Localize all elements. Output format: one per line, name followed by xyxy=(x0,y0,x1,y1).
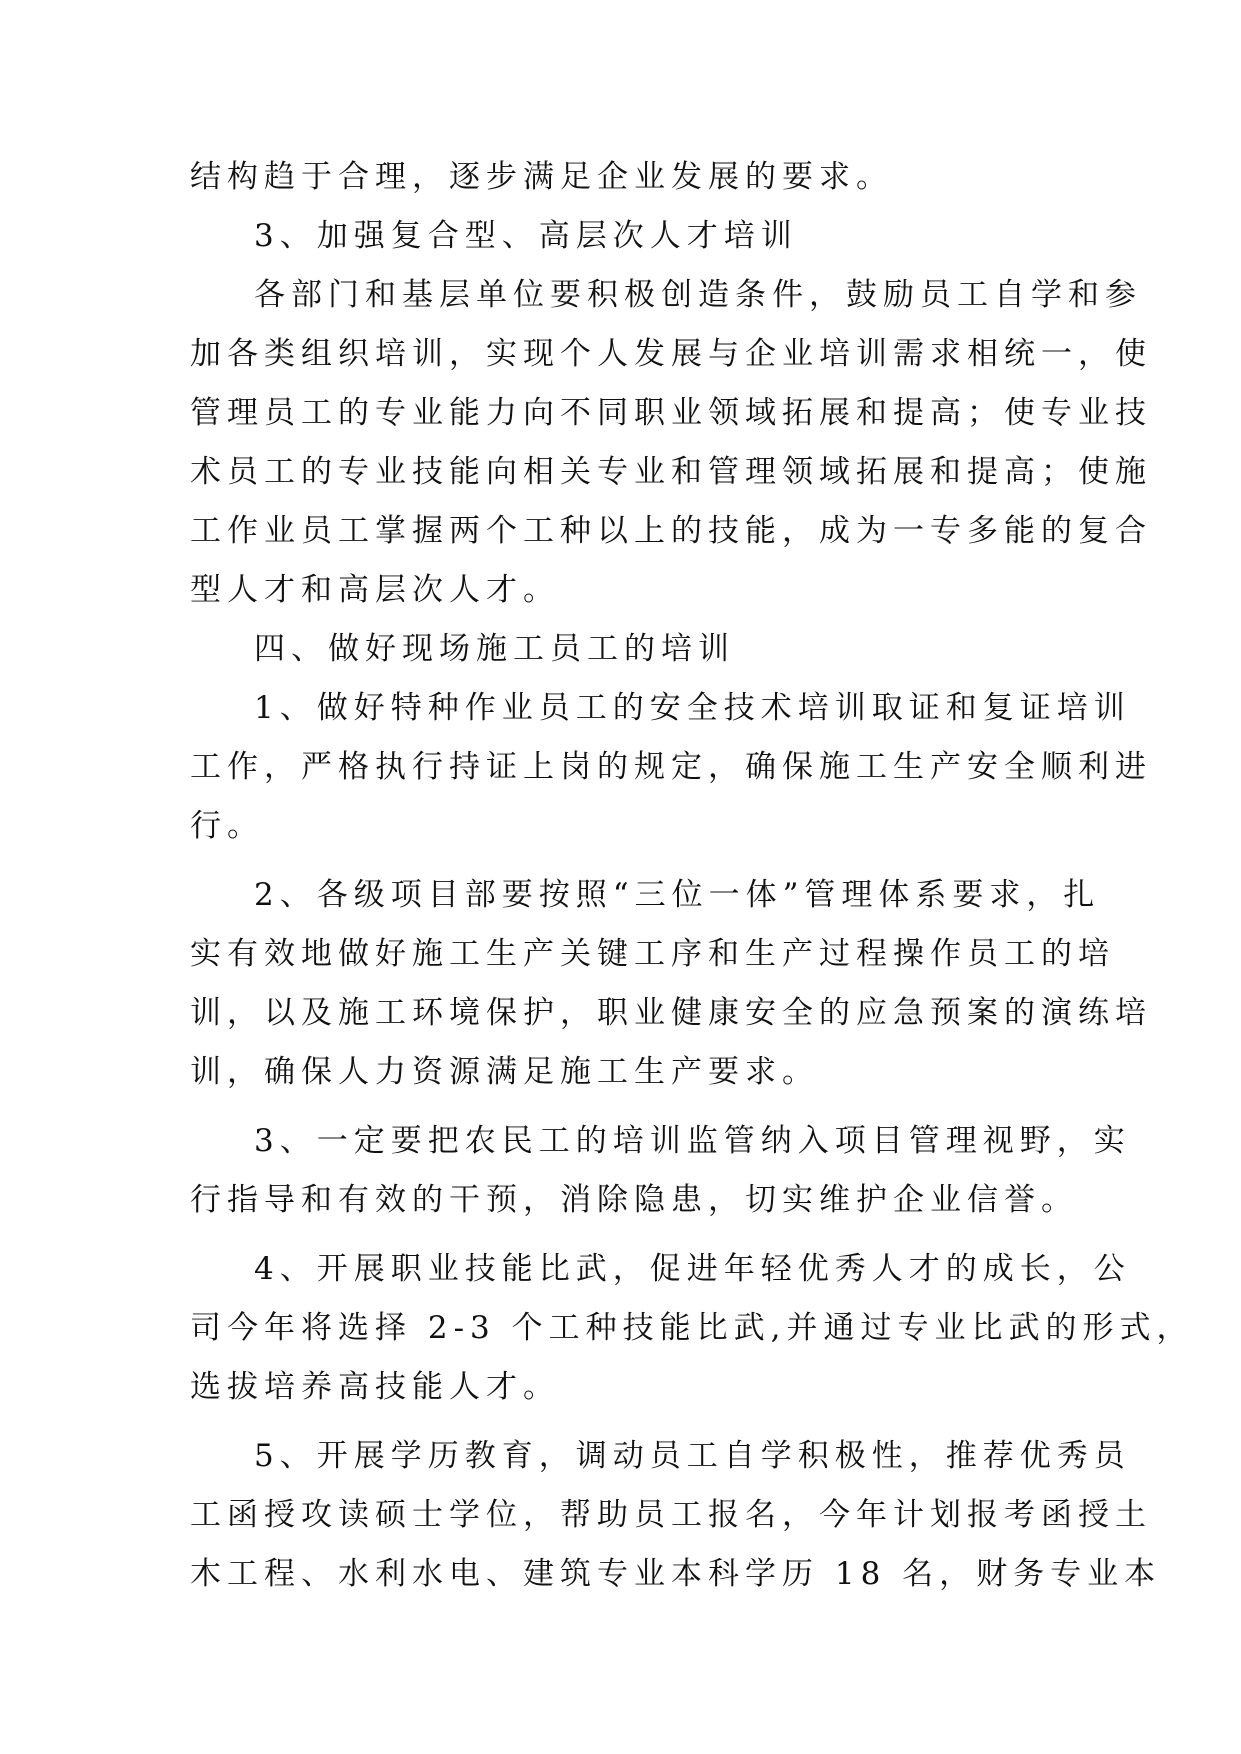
paragraph-line: 实有效地做好施工生产关键工序和生产过程操作员工的培 xyxy=(190,936,1115,972)
paragraph-gap xyxy=(190,1417,1052,1427)
paragraph-gap xyxy=(190,856,1052,866)
paragraph-line: 型人才和高层次人才。 xyxy=(190,572,560,608)
paragraph-line: 加各类组织培训，实现个人发展与企业培训需求相统一，使 xyxy=(190,336,1152,372)
paragraph-line: 2、各级项目部要按照“三位一体”管理体系要求，扎 xyxy=(254,877,1101,913)
paragraph-line: 3、一定要把农民工的培训监管纳入项目管理视野，实 xyxy=(254,1123,1131,1159)
document-page xyxy=(190,148,1194,1604)
paragraph-gap xyxy=(190,1230,1052,1240)
paragraph-line: 各部门和基层单位要积极创造条件，鼓励员工自学和参 xyxy=(254,277,1142,313)
paragraph-line: 行指导和有效的干预，消除隐患，切实维护企业信誉。 xyxy=(190,1182,1078,1218)
paragraph-line: 结构趋于合理，逐步满足企业发展的要求。 xyxy=(190,159,893,195)
paragraph-line: 工函授攻读硕士学位，帮助员工报名，今年计划报考函授土 xyxy=(190,1497,1152,1533)
paragraph-line: 术员工的专业技能向相关专业和管理领域拓展和提高；使施 xyxy=(190,454,1152,490)
paragraph-line: 训，以及施工环境保护，职业健康安全的应急预案的演练培 xyxy=(190,995,1152,1031)
paragraph-line: 行。 xyxy=(190,808,264,844)
paragraph-line: 选拔培养高技能人才。 xyxy=(190,1369,560,1405)
paragraph-line: 5、开展学历教育，调动员工自学积极性，推荐优秀员 xyxy=(254,1438,1131,1474)
paragraph-line: 4、开展职业技能比武，促进年轻优秀人才的成长，公 xyxy=(254,1251,1131,1287)
paragraph-line: 1、做好特种作业员工的安全技术培训取证和复证培训 xyxy=(254,690,1131,726)
paragraph-line: 工作业员工掌握两个工种以上的技能，成为一专多能的复合 xyxy=(190,513,1152,549)
paragraph-line: 训，确保人力资源满足施工生产要求。 xyxy=(190,1054,819,1090)
paragraph-gap xyxy=(190,1102,1052,1112)
paragraph-line: 工作，严格执行持证上岗的规定，确保施工生产安全顺利进 xyxy=(190,749,1152,785)
paragraph-line: 管理员工的专业能力向不同职业领域拓展和提高；使专业技 xyxy=(190,395,1152,431)
paragraph-line: 木工程、水利水电、建筑专业本科学历 18 名，财务专业本 xyxy=(190,1556,1162,1592)
section-heading: 四、做好现场施工员工的培训 xyxy=(254,631,735,667)
section-heading: 3、加强复合型、高层次人才培训 xyxy=(254,218,798,254)
paragraph-line: 司今年将选择 2-3 个工种技能比武,并通过专业比武的形式， xyxy=(190,1310,1194,1346)
